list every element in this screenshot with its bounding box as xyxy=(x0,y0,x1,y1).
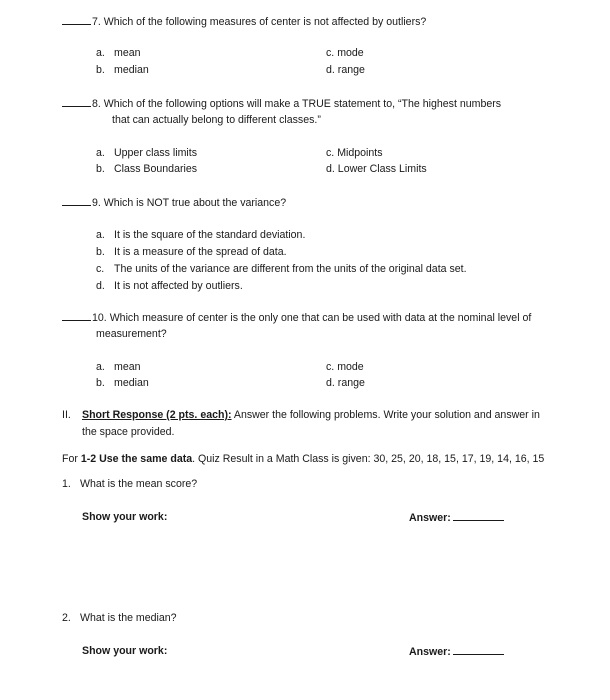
answer-blank[interactable] xyxy=(453,511,504,521)
option-7b[interactable] xyxy=(96,64,149,77)
question-text: Which measure of center is the only one that can be used with data at the nominal level of xyxy=(109,312,532,324)
question-8 xyxy=(62,97,501,111)
option-letter: b. xyxy=(96,246,105,258)
option-text: mean xyxy=(114,361,141,373)
option-text: mode xyxy=(337,47,364,59)
short-response-1 xyxy=(62,478,197,491)
option-10d[interactable] xyxy=(326,377,365,390)
option-9a[interactable] xyxy=(96,229,305,242)
question-number: 7. xyxy=(92,16,101,28)
option-letter: d. xyxy=(326,163,335,175)
option-7d[interactable] xyxy=(326,64,365,77)
option-letter: d. xyxy=(96,280,105,292)
option-letter: b. xyxy=(96,163,105,175)
option-letter: c. xyxy=(326,147,335,159)
option-10b[interactable] xyxy=(96,377,149,390)
option-text: Class Boundaries xyxy=(114,163,198,175)
option-letter: d. xyxy=(326,377,335,389)
option-8c[interactable] xyxy=(326,147,383,160)
answer-blank-7[interactable] xyxy=(62,15,91,25)
option-text: It is a measure of the spread of data. xyxy=(114,246,287,258)
option-9d[interactable] xyxy=(96,280,243,293)
answer-blank-8[interactable] xyxy=(62,97,91,107)
option-text: Upper class limits xyxy=(114,147,198,159)
question-10 xyxy=(62,311,531,325)
question-9 xyxy=(62,196,286,210)
answer-line xyxy=(409,511,504,525)
option-letter: a. xyxy=(96,147,105,159)
option-text: It is the square of the standard deviation. xyxy=(114,229,306,241)
option-9c[interactable] xyxy=(96,263,467,276)
option-10a[interactable] xyxy=(96,361,141,374)
answer-blank[interactable] xyxy=(453,645,504,655)
show-work-label: Show your work: xyxy=(82,511,168,523)
option-letter: b. xyxy=(96,377,105,389)
option-letter: c. xyxy=(326,361,335,373)
option-text: median xyxy=(114,64,149,76)
question-text: Which is NOT true about the variance? xyxy=(103,197,287,209)
section-instructions-continued: the space provided. xyxy=(82,426,175,438)
option-8d[interactable] xyxy=(326,163,427,176)
data-note-values: . Quiz Result in a Math Class is given: 30, 25, 20, 18, 15, 17, 19, 14, 16, 15 xyxy=(192,453,545,465)
option-letter: c. xyxy=(326,47,335,59)
answer-line xyxy=(409,645,504,659)
section-numeral: II. xyxy=(62,409,71,421)
section-title: Short Response (2 pts. each): xyxy=(82,409,232,421)
question-text-continued: that can actually belong to different classes.” xyxy=(112,114,321,126)
option-9b[interactable] xyxy=(96,246,287,259)
question-text: What is the median? xyxy=(80,612,177,624)
section-heading xyxy=(82,409,540,422)
short-response-2 xyxy=(62,612,177,625)
option-letter: b. xyxy=(96,64,105,76)
option-letter: c. xyxy=(96,263,105,275)
option-7a[interactable] xyxy=(96,47,141,60)
question-number: 2. xyxy=(62,612,71,624)
question-7 xyxy=(62,15,426,29)
option-letter: a. xyxy=(96,47,105,59)
answer-blank-10[interactable] xyxy=(62,311,91,321)
question-number: 9. xyxy=(92,197,101,209)
option-7c[interactable] xyxy=(326,47,364,60)
answer-label: Answer: xyxy=(409,512,451,524)
question-number: 1. xyxy=(62,478,71,490)
option-8a[interactable] xyxy=(96,147,197,160)
option-text: range xyxy=(337,64,365,76)
answer-blank-9[interactable] xyxy=(62,196,91,206)
option-text: mode xyxy=(337,361,364,373)
option-text: median xyxy=(114,377,149,389)
data-note xyxy=(62,453,544,466)
option-text: Lower Class Limits xyxy=(337,163,427,175)
question-number: 8. xyxy=(92,98,101,110)
option-text: The units of the variance are different from the units of the original data set. xyxy=(114,263,467,275)
show-work-label: Show your work: xyxy=(82,645,168,657)
option-text: mean xyxy=(114,47,141,59)
answer-label: Answer: xyxy=(409,646,451,658)
option-8b[interactable] xyxy=(96,163,197,176)
data-note-prefix: For xyxy=(62,453,81,465)
question-text: What is the mean score? xyxy=(80,478,198,490)
question-number: 10. xyxy=(92,312,107,324)
data-note-bold: 1-2 Use the same data xyxy=(80,453,193,465)
option-text: range xyxy=(337,377,365,389)
option-text: Midpoints xyxy=(337,147,383,159)
option-letter: a. xyxy=(96,229,105,241)
question-text: Which of the following options will make a TRUE statement to, “The highest numbers xyxy=(103,98,502,110)
option-text: It is not affected by outliers. xyxy=(114,280,243,292)
option-10c[interactable] xyxy=(326,361,364,374)
question-text: Which of the following measures of center is not affected by outliers? xyxy=(103,16,427,28)
option-letter: d. xyxy=(326,64,335,76)
question-text-continued: measurement? xyxy=(96,328,167,340)
section-instructions: Answer the following problems. Write your solution and answer in xyxy=(233,409,540,421)
option-letter: a. xyxy=(96,361,105,373)
